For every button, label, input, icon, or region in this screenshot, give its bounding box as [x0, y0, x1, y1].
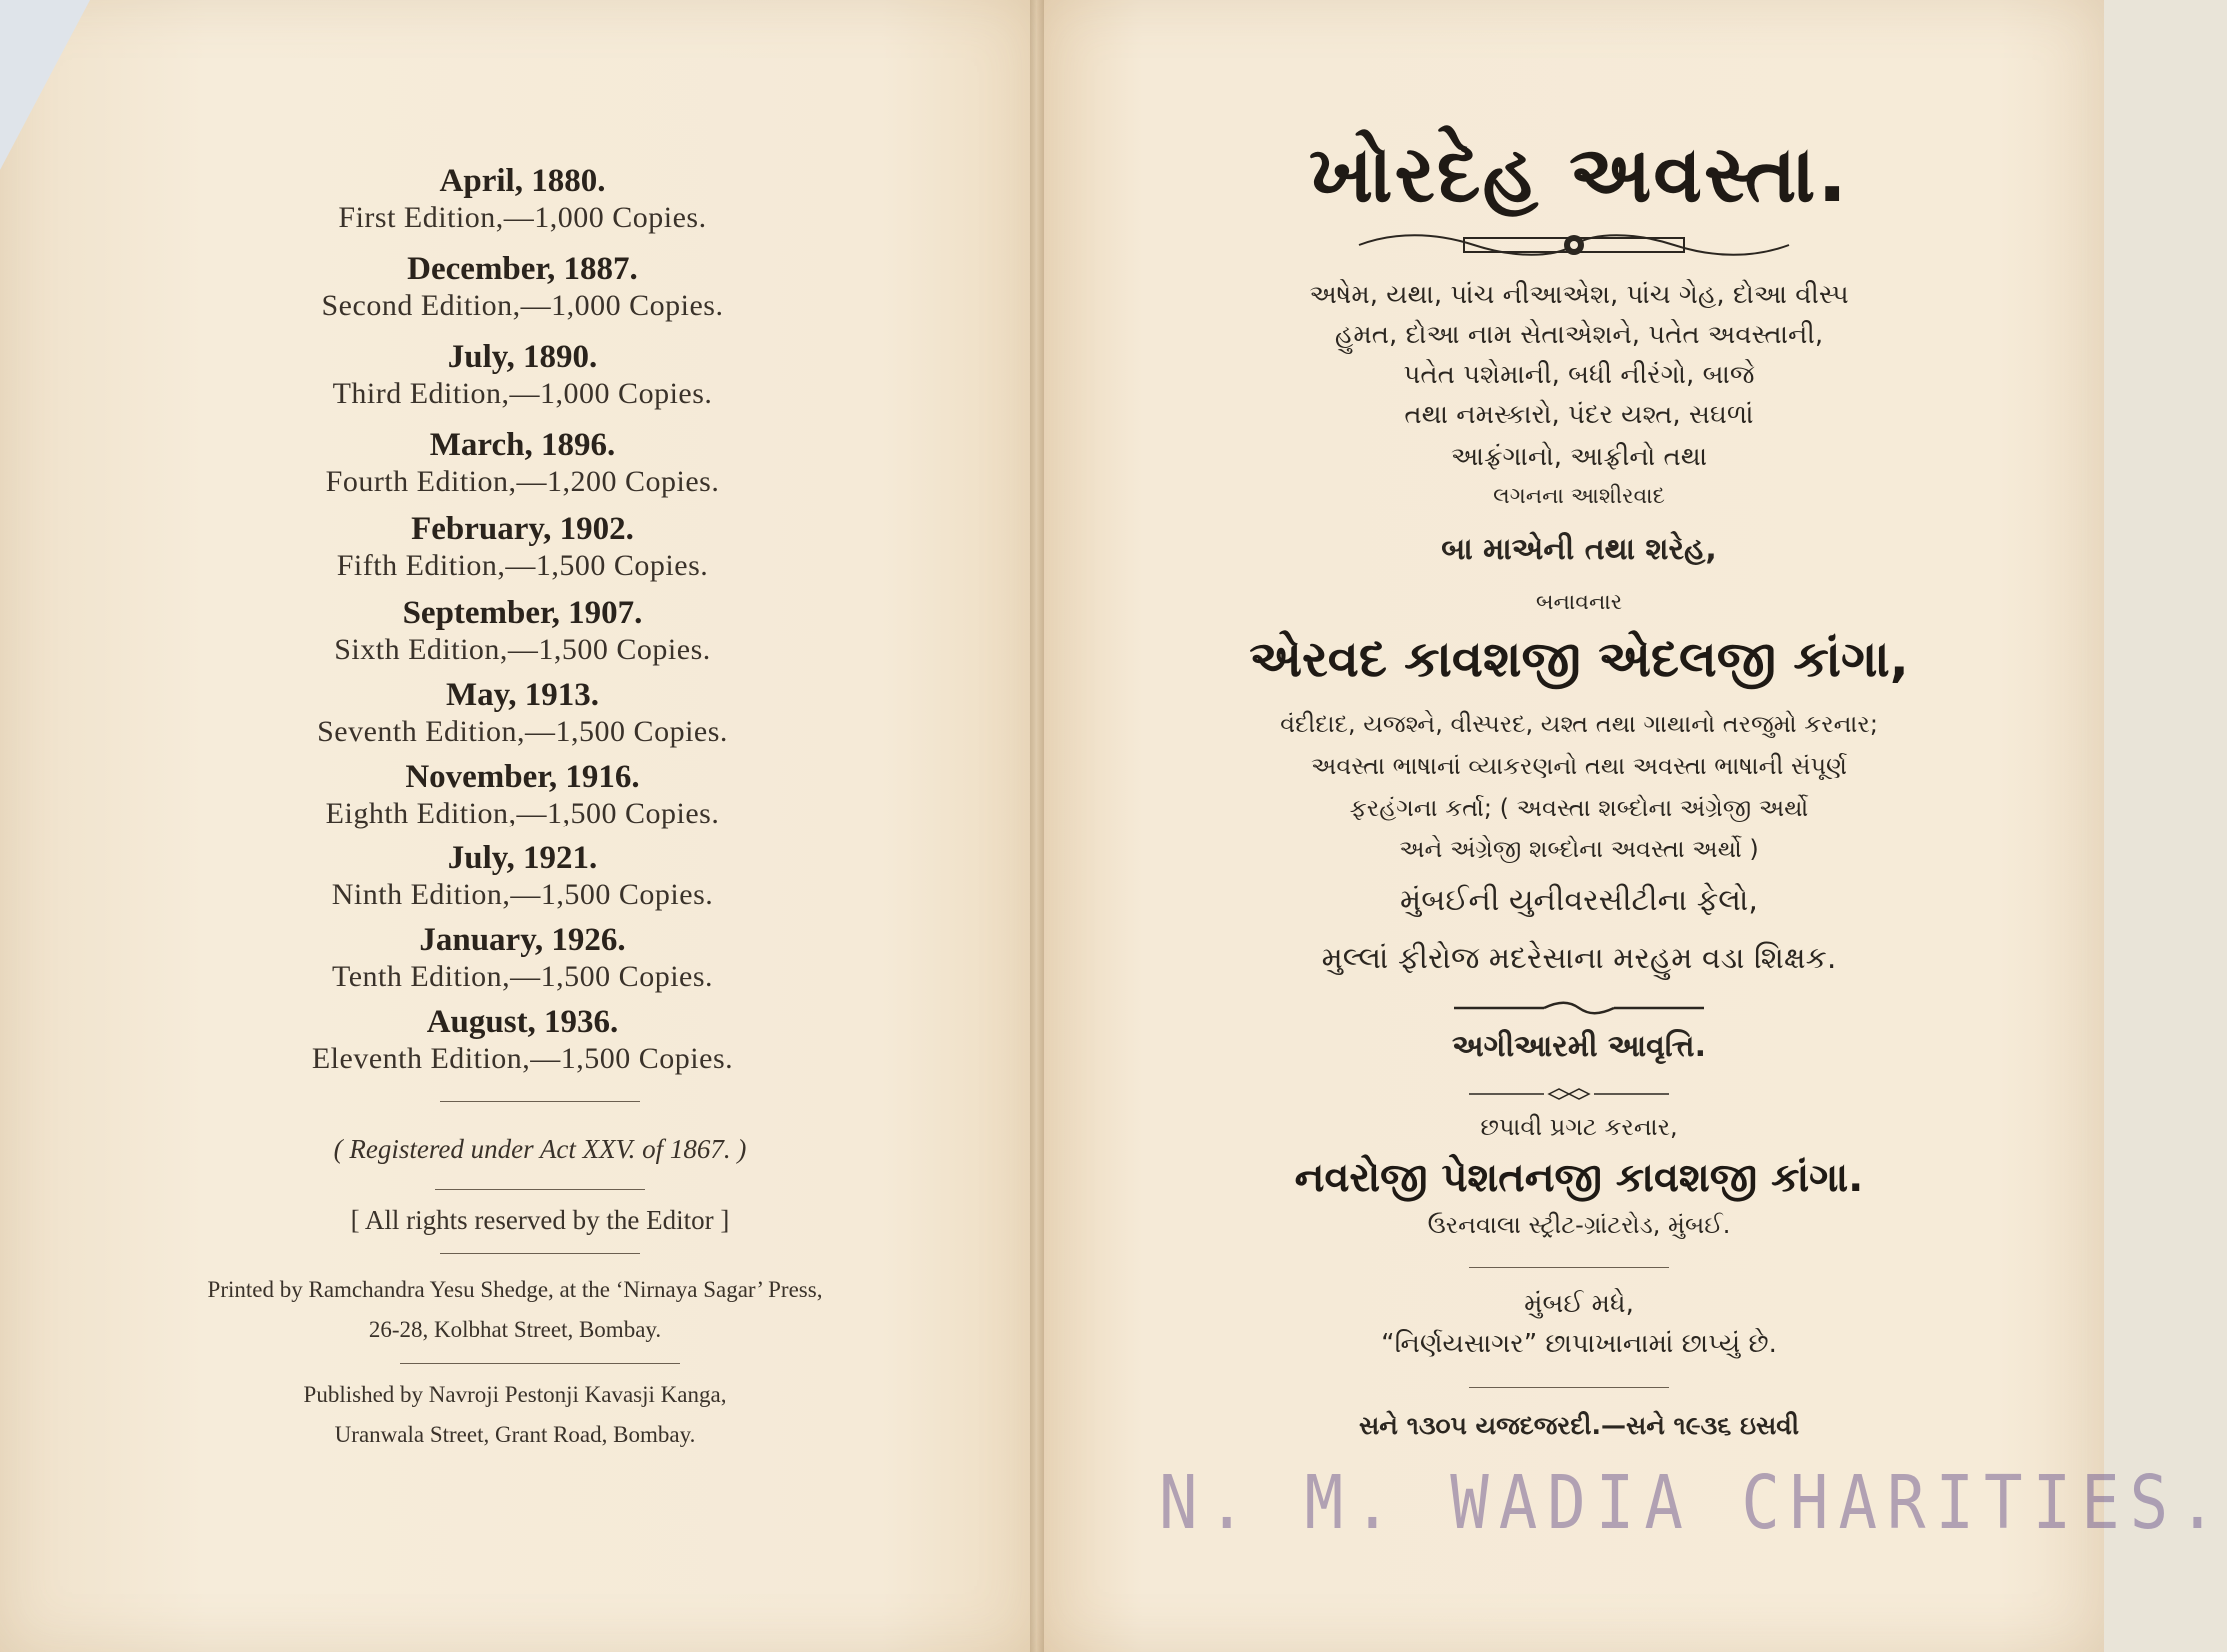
edition-date: September, 1907.: [402, 595, 643, 631]
edition-copies: Tenth Edition,—1,500 Copies.: [331, 960, 714, 993]
author-description: વંદીદાદ, યજશ્ને, વીસ્પરદ, યશ્ત તથા ગાથાનો તરજુમો કરનાર;: [1280, 710, 1878, 738]
rights-notice: [ All rights reserved by the Editor ]: [350, 1205, 730, 1235]
divider: [400, 1363, 680, 1364]
edition-date: January, 1926.: [419, 922, 626, 958]
edition-history: [240, 162, 805, 1077]
publisher-name: નવરોજી પેશતનજી કાવશજી કાંગા.: [1294, 1155, 1864, 1201]
contents-line: અષેમ, યથા, પાંચ નીઆએશ, પાંચ ગેહ, દોઆ વીસ્પ: [1309, 280, 1849, 310]
divider-ornament: [1454, 1001, 1704, 1015]
divider: [435, 1189, 645, 1190]
printer-address: 26-28, Kolbhat Street, Bombay.: [368, 1317, 662, 1342]
author-name: એરવદ કાવશજી એદલજી કાંગા,: [1249, 630, 1909, 688]
press-name: “નિર્ણયસાગર” છાપાખાનામાં છાપ્યું છે.: [1381, 1329, 1777, 1359]
edition-entry: [240, 426, 805, 500]
made-by-label: બનાવનાર: [1535, 590, 1623, 615]
publisher-address: ઉરનવાલા સ્ટ્રીટ-ગ્રાંટરોડ, મુંબઈ.: [1427, 1211, 1731, 1239]
title-ornament: [1354, 228, 1794, 262]
divider: [1469, 1267, 1669, 1268]
edition-entry: [240, 510, 805, 584]
edition-entry: [240, 758, 805, 831]
author-fellowship: મુંબઈની યુનીવરસીટીના ફેલો,: [1400, 883, 1758, 918]
edition-date: August, 1936.: [426, 1004, 619, 1040]
edition-copies: Eighth Edition,—1,500 Copies.: [325, 797, 720, 829]
edition-entry: [240, 839, 805, 913]
contents-line: પતેત પશેમાની, બધી નીરંગો, બાજે: [1403, 360, 1755, 390]
divider: [1469, 1387, 1669, 1388]
author-teacher: મુલ્લાં ફીરોજ મદરેસાના મરહુમ વડા શિક્ષક.: [1321, 941, 1837, 976]
author-description: અવસ્તા ભાષાનાં વ્યાકરણનો તથા અવસ્તા ભાષાની સંપૂર્ણ: [1311, 752, 1847, 780]
author-description: અને અંગ્રેજી શબ્દોના અવસ્તા અર્થો ): [1399, 835, 1759, 863]
edition-label: અગીઆરમી આવૃત્તિ.: [1452, 1029, 1706, 1064]
registration-notice: ( Registered under Act XXV. of 1867. ): [333, 1134, 747, 1164]
edition-copies: Fourth Edition,—1,200 Copies.: [325, 465, 720, 498]
edition-entry: [240, 676, 805, 750]
edition-date: July, 1890.: [447, 339, 598, 375]
edition-entry: [240, 594, 805, 668]
edition-copies: Sixth Edition,—1,500 Copies.: [334, 633, 711, 666]
author-description: ફરહંગના કર્તા; ( અવસ્તા શબ્દોના અંગ્રેજી અર્થો: [1349, 794, 1809, 822]
edition-entry: [240, 162, 805, 236]
contents-line: હુમત, દોઆ નામ સેતાએશને, પતેત અવસ્તાની,: [1334, 320, 1824, 350]
contents-line: લગનના આશીરવાદ: [1493, 484, 1665, 509]
edition-copies: Fifth Edition,—1,500 Copies.: [336, 549, 709, 582]
book-gutter: [1030, 0, 1044, 1652]
divider: [440, 1253, 640, 1254]
divider: [440, 1101, 640, 1102]
edition-date: April, 1880.: [439, 163, 606, 199]
edition-date: July, 1921.: [447, 840, 598, 876]
print-place: મુંબઈ મધે,: [1524, 1289, 1634, 1319]
edition-entry: [240, 338, 805, 412]
edition-date: December, 1887.: [407, 251, 638, 287]
edition-copies: Third Edition,—1,000 Copies.: [332, 377, 713, 410]
publisher-address: Uranwala Street, Grant Road, Bombay.: [334, 1422, 696, 1447]
edition-date: May, 1913.: [445, 677, 600, 713]
edition-date: February, 1902.: [411, 511, 634, 547]
edition-entry: [240, 250, 805, 324]
divider-ornament: [1469, 1087, 1669, 1101]
edition-copies: Ninth Edition,—1,500 Copies.: [331, 878, 714, 911]
edition-date: March, 1896.: [429, 427, 616, 463]
book-title: ખોરદેહ અવસ્તા.: [1308, 130, 1850, 220]
edition-date: November, 1916.: [405, 759, 640, 795]
edition-entry: [240, 1003, 805, 1077]
library-stamp: N. M. WADIA CHARITIES.: [1159, 1461, 2227, 1547]
publisher-label: છપાવી પ્રગટ કરનાર,: [1480, 1113, 1678, 1141]
printer-line: Printed by Ramchandra Yesu Shedge, at the ‘Nirnaya Sagar’ Press,: [207, 1277, 823, 1302]
edition-copies: Second Edition,—1,000 Copies.: [321, 289, 724, 322]
edition-entry: [240, 921, 805, 995]
contents-commentary: બા માએની તથા શરેહ,: [1441, 532, 1717, 567]
edition-copies: Eleventh Edition,—1,500 Copies.: [311, 1042, 734, 1075]
torn-corner: [0, 0, 90, 170]
publisher-line: Published by Navroji Pestonji Kavasji Kanga,: [303, 1382, 727, 1407]
publication-year: સને ૧૩૦૫ યજદજરદી.—સને ૧૯૩૬ ઇસવી: [1359, 1411, 1799, 1440]
edition-copies: First Edition,—1,000 Copies.: [338, 201, 707, 234]
contents-line: આફ્રંગાનો, આફ્રીનો તથા: [1450, 442, 1708, 472]
contents-line: તથા નમસ્કારો, પંદર યશ્ત, સઘળાં: [1404, 400, 1754, 430]
edition-copies: Seventh Edition,—1,500 Copies.: [317, 715, 728, 748]
